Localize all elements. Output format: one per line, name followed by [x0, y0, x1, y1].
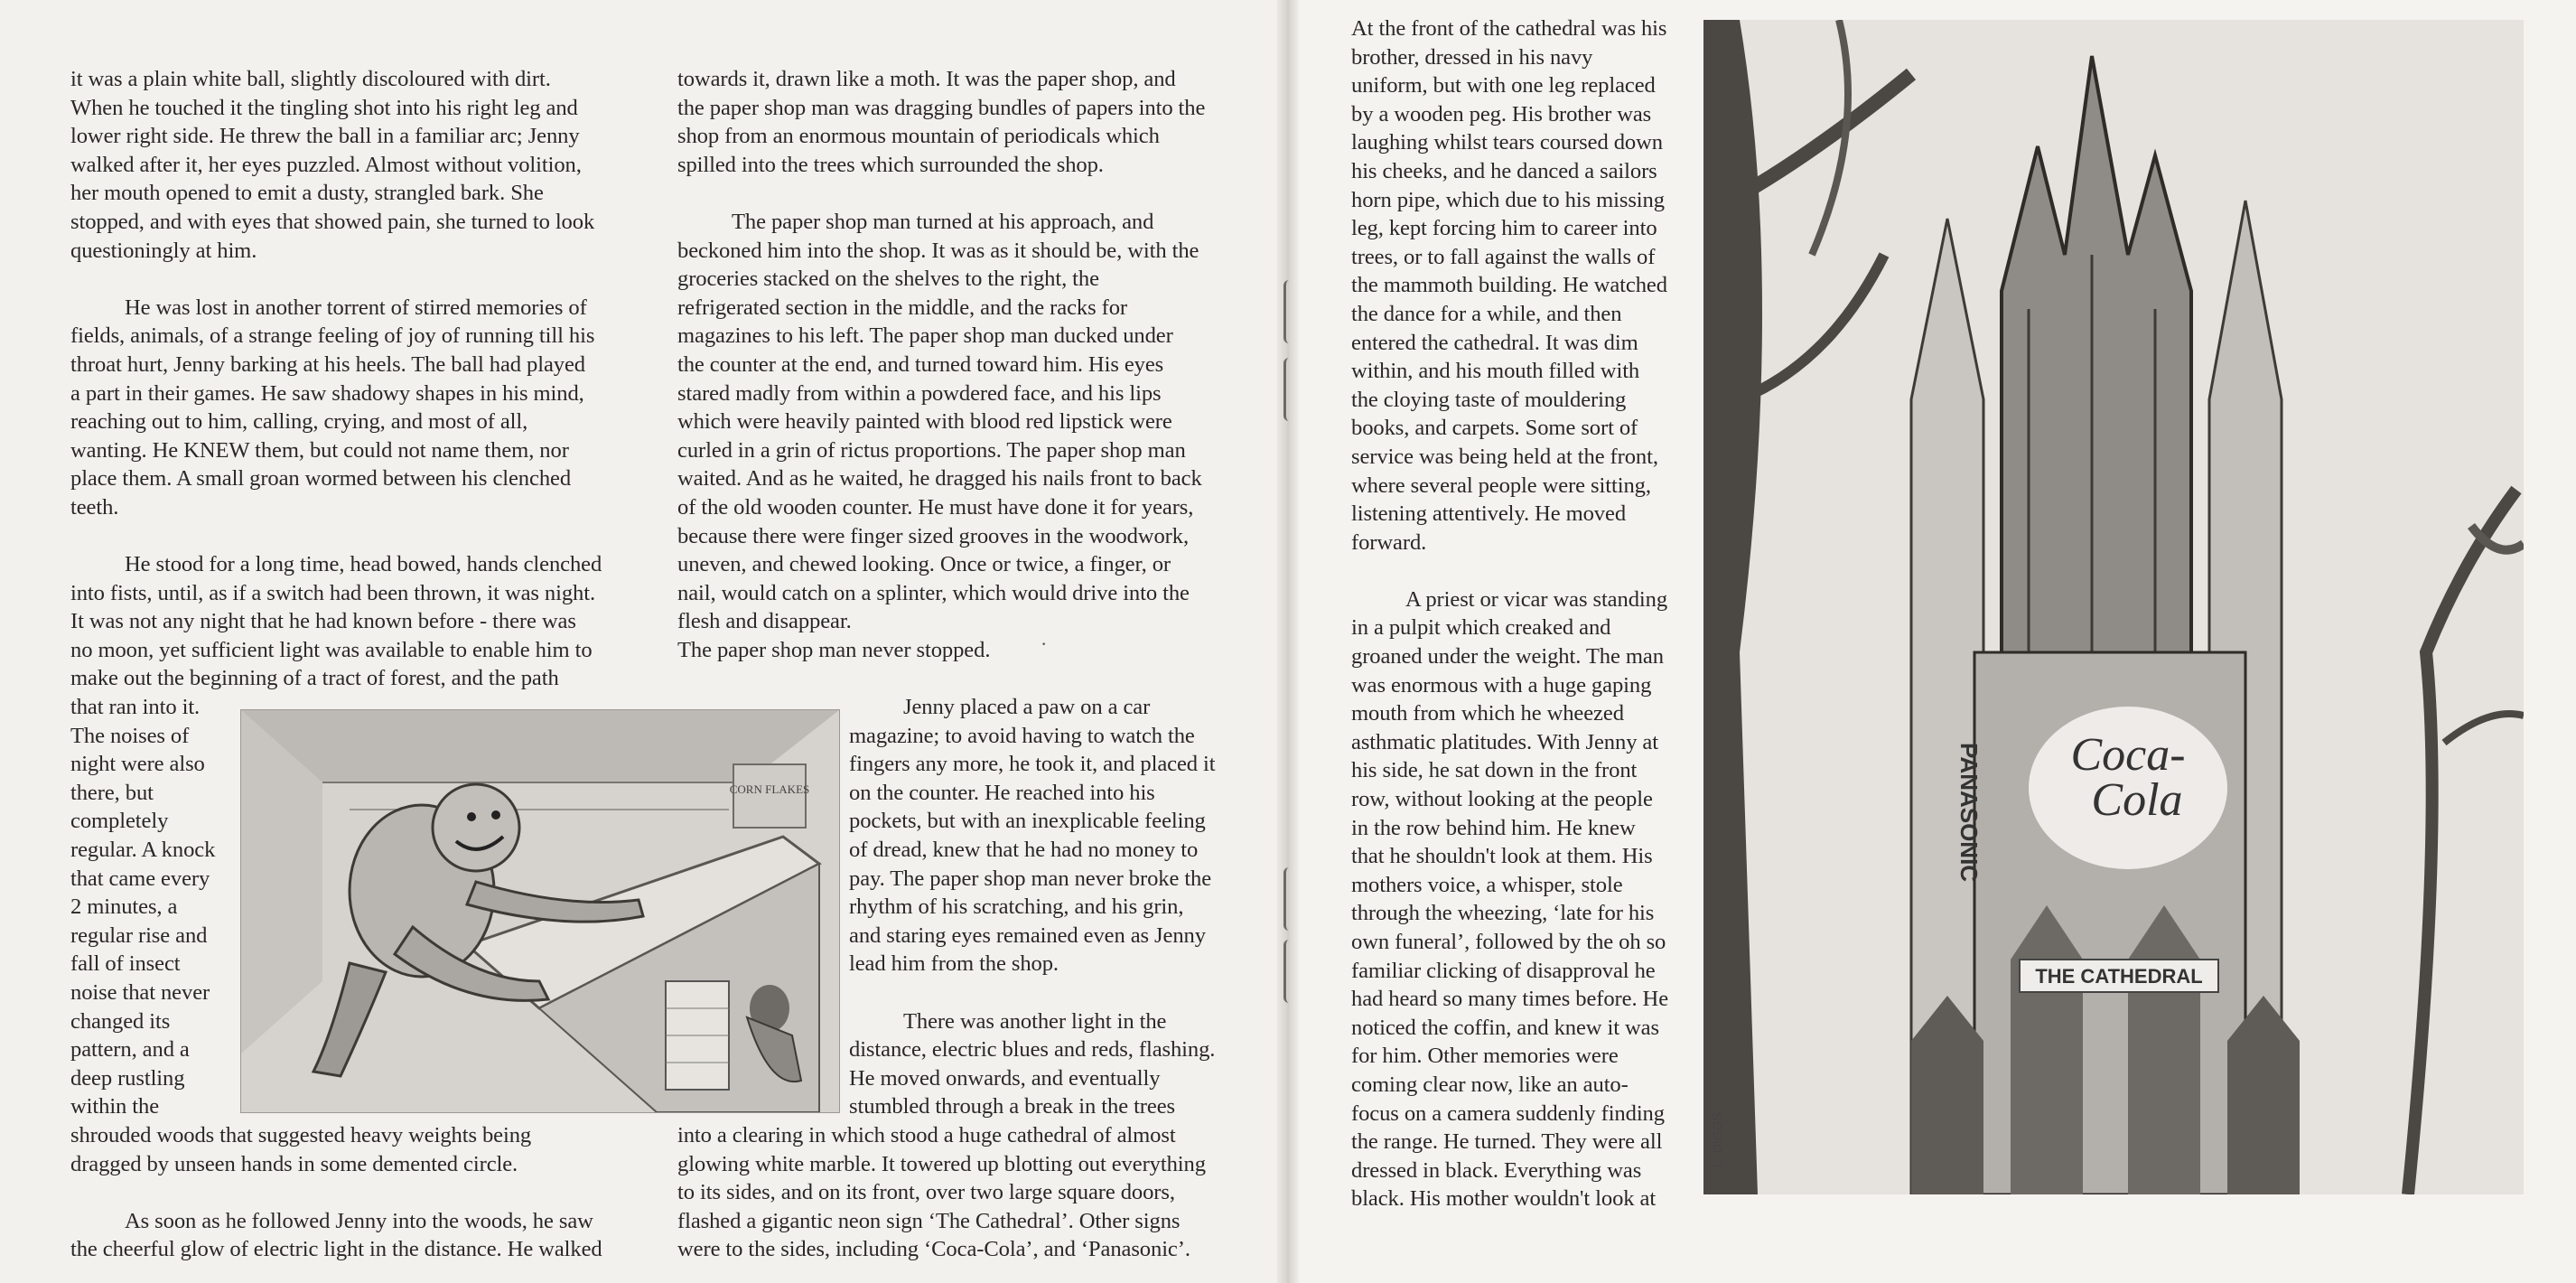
- staple: [1283, 940, 1295, 1003]
- text-line: throat hurt, Jenny barking at his heels. The ball had played: [70, 351, 585, 377]
- text-line: familiar clicking of disapproval he: [1351, 958, 1656, 983]
- paragraph: [677, 65, 1255, 179]
- text-line: magazines to his left. The paper shop man ducked under: [677, 323, 1173, 349]
- text-line: noticed the coffin, and knew it was: [1351, 1015, 1659, 1040]
- text-line: the cheerful glow of electric light in the distance. He walked: [70, 1237, 602, 1262]
- paragraph: [70, 65, 639, 265]
- text-line: asthmatic platitudes. With Jenny at: [1351, 729, 1658, 754]
- text-line: a part in their games. He saw shadowy shapes in his mind,: [70, 380, 584, 406]
- text-line: entered the cathedral. It was dim: [1351, 330, 1638, 355]
- text-line: his cheeks, and he danced a sailors: [1351, 158, 1657, 183]
- text-line: towards it, drawn like a moth. It was the paper shop, and: [677, 67, 1176, 91]
- text-line: there, but: [70, 780, 154, 805]
- text-line: He moved onwards, and eventually: [849, 1065, 1161, 1091]
- text-line: into a clearing in which stood a huge cathedral of almost: [677, 1123, 1176, 1147]
- text-line: because there were finger sized grooves in the woodwork,: [677, 523, 1189, 548]
- text-line: As soon as he followed Jenny into the woods, he saw: [125, 1208, 593, 1233]
- text-line: completely: [70, 809, 169, 834]
- staple: [1283, 280, 1295, 343]
- the-cathedral-sign: THE CATHEDRAL: [2035, 965, 2203, 988]
- text-line: distance, electric blues and reds, flashing.: [849, 1037, 1216, 1063]
- text-line: mouth from which he wheezed: [1351, 701, 1624, 726]
- text-line: books, and carpets. Some sort of: [1351, 416, 1638, 441]
- text-line: The paper shop man never stopped.: [677, 637, 991, 662]
- text-line: A priest or vicar was standing: [1405, 586, 1668, 612]
- text-line: the counter at the end, and turned toward him. His eyes: [677, 351, 1164, 377]
- text-line: that he shouldn't look at them. His: [1351, 844, 1653, 869]
- text-line: it was a plain white ball, slightly discoloured with dirt.: [70, 67, 551, 91]
- text-line: service was being held at the front,: [1351, 444, 1658, 469]
- text-line: The paper shop man turned at his approach, and: [732, 209, 1154, 234]
- text-line: brother, dressed in his navy: [1351, 44, 1593, 70]
- text-line: deep rustling: [70, 1065, 185, 1091]
- text-line: that came every: [70, 866, 210, 891]
- text-line: the range. He turned. They were all: [1351, 1129, 1663, 1155]
- text-line: uneven, and chewed looking. Once or twice, a finger, or: [677, 552, 1171, 577]
- text-line: of the old wooden counter. He must have done it for years,: [677, 494, 1194, 520]
- text-line: It was not any night that he had known before - there was: [70, 609, 576, 634]
- text-line: horn pipe, which due to his missing: [1351, 187, 1665, 212]
- text-line: dragged by unseen hands in some demented circle.: [70, 1151, 518, 1176]
- text-line: own funeral’, followed by the oh so: [1351, 930, 1666, 954]
- text-line: forward.: [1351, 529, 1427, 555]
- text-line: were to the sides, including ‘Coca-Cola’, and ‘Panasonic’.: [677, 1237, 1190, 1262]
- text-line: coming clear now, like an auto-: [1351, 1072, 1629, 1097]
- right-column: [1351, 14, 1713, 1213]
- text-line: to its sides, and on its front, over two large square doors,: [677, 1180, 1175, 1205]
- text-line: her mouth opened to emit a dusty, strangled bark. She: [70, 181, 544, 206]
- text-line: noise that never: [70, 980, 210, 1005]
- text-line: leg, kept forcing him to career into: [1351, 216, 1657, 241]
- text-line: into fists, until, as if a switch had been thrown, it was night.: [70, 580, 596, 605]
- text-line: no moon, yet sufficient light was available to enable him to: [70, 637, 593, 662]
- text-line: laughing whilst tears coursed down: [1351, 130, 1663, 155]
- staple: [1283, 867, 1295, 931]
- text-line: make out the beginning of a tract of forest, and the path: [70, 666, 559, 691]
- left-column-2-wrap: [849, 693, 1255, 1121]
- text-line: and staring eyes remained even as Jenny: [849, 922, 1206, 948]
- text-line: Jenny placed a paw on a car: [903, 695, 1151, 719]
- text-line: pay. The paper shop man never broke the: [849, 866, 1212, 891]
- text-line: night were also: [70, 752, 205, 777]
- text-line: pattern, and a: [70, 1037, 190, 1063]
- text-line: lower right side. He threw the ball in a familiar arc; Jenny: [70, 124, 580, 149]
- text-line: listening attentively. He moved: [1351, 501, 1627, 527]
- text-line: shop from an enormous mountain of periodicals which: [677, 124, 1160, 149]
- text-line: which were heavily painted with blood red lipstick were: [677, 409, 1172, 435]
- text-line: the paper shop man was dragging bundles of papers into the: [677, 95, 1206, 120]
- text-line: beckoned him into the shop. It was as it should be, with the: [677, 238, 1199, 263]
- text-line: walked after it, her eyes puzzled. Almost without volition,: [70, 152, 582, 177]
- text-line: rhythm of his scratching, and his grin,: [849, 894, 1184, 920]
- text-line: curled in a grin of rictus proportions. The paper shop man: [677, 437, 1186, 463]
- panasonic-sign: PANASONIC: [1955, 743, 1983, 883]
- text-line: He stood for a long time, head bowed, hands clenched: [125, 552, 602, 577]
- text-line: pockets, but with an inexplicable feeling: [849, 809, 1206, 834]
- paragraph: [1351, 585, 1713, 1213]
- text-line: shrouded woods that suggested heavy weights being: [70, 1122, 532, 1147]
- text-line: was enormous with a huge gaping: [1351, 672, 1652, 698]
- text-line: reaching out to him, calling, crying, and most of all,: [70, 409, 528, 435]
- artist-signature: L. DIGGS: [1710, 1112, 1724, 1167]
- text-line: magazine; to avoid having to watch the: [849, 723, 1195, 748]
- text-line: by a wooden peg. His brother was: [1351, 101, 1652, 126]
- text-line: trees, or to fall against the walls of: [1351, 244, 1656, 269]
- text-line: spilled into the trees which surrounded the shop.: [677, 152, 1104, 177]
- paragraph: [70, 294, 639, 522]
- text-line: 2 minutes, a: [70, 894, 178, 920]
- text-line: stared madly from within a powdered face, and his lips: [677, 380, 1162, 406]
- book-gutter: [1277, 0, 1299, 1283]
- text-line: When he touched it the tingling shot into his right leg and: [70, 95, 578, 120]
- text-line: lead him from the shop.: [849, 951, 1059, 977]
- text-line: He was lost in another torrent of stirred memories of: [125, 295, 587, 320]
- text-line: At the front of the cathedral was his: [1351, 16, 1667, 41]
- svg-text:Cola: Cola: [2091, 774, 2183, 826]
- text-line: row, without looking at the people: [1351, 787, 1653, 812]
- text-line: wanting. He KNEW them, but could not name them, nor: [70, 437, 569, 463]
- text-line: within, and his mouth filled with: [1351, 359, 1640, 384]
- text-line: questioningly at him.: [70, 238, 257, 263]
- text-line: The noises of: [70, 723, 190, 748]
- paragraph: [849, 693, 1255, 979]
- text-line: fingers any more, he took it, and placed it: [849, 752, 1216, 777]
- text-line: within the: [70, 1094, 160, 1119]
- paragraph: [849, 1007, 1255, 1121]
- paragraph: [1351, 14, 1713, 557]
- text-line: of dread, knew that he had no money to: [849, 837, 1199, 862]
- text-line: focus on a camera suddenly finding: [1351, 1100, 1665, 1126]
- text-line: dressed in black. Everything was: [1351, 1157, 1642, 1183]
- text-line: fall of insect: [70, 951, 181, 977]
- text-line: teeth.: [70, 494, 119, 520]
- text-line: had heard so many times before. He: [1351, 987, 1669, 1012]
- corn-flakes-box-label: CORN FLAKES: [729, 782, 810, 796]
- text-line: regular. A knock: [70, 838, 216, 863]
- text-line: stumbled through a break in the trees: [849, 1094, 1176, 1119]
- text-line: the cloying taste of mouldering: [1351, 387, 1627, 412]
- ink-dot: ·: [1041, 632, 1048, 655]
- text-line: glowing white marble. It towered up blotting out everything: [677, 1151, 1206, 1176]
- staple: [1283, 358, 1295, 421]
- paragraph: [70, 1207, 639, 1264]
- text-line: fields, animals, of a strange feeling of joy of running till his: [70, 323, 595, 349]
- text-line: nail, would catch on a splinter, which would drive into the: [677, 580, 1190, 605]
- paragraph: [677, 208, 1255, 665]
- text-line: black. His mother wouldn't look at: [1351, 1186, 1657, 1212]
- text-line: refrigerated section in the middle, and the racks for: [677, 295, 1127, 320]
- left-column-2: [677, 65, 1255, 664]
- text-line: stopped, and with eyes that showed pain, she turned to look: [70, 209, 595, 234]
- text-line: through the wheezing, ‘late for his: [1351, 901, 1655, 926]
- paragraph: [70, 1121, 639, 1178]
- left-column-2-bottom: [677, 1121, 1255, 1264]
- text-line: the dance for a while, and then: [1351, 301, 1622, 326]
- text-line: uniform, but with one leg replaced: [1351, 73, 1656, 98]
- text-line: regular rise and: [70, 922, 208, 948]
- text-line: changed its: [70, 1008, 171, 1034]
- text-line: place them. A small groan wormed between his clenched: [70, 466, 572, 492]
- paper-shop-illustration: [240, 709, 840, 1113]
- text-line: groaned under the weight. The man: [1351, 644, 1664, 670]
- text-line: groceries stacked on the shelves to the right, the: [677, 267, 1099, 292]
- cathedral-illustration: [1703, 20, 2524, 1194]
- text-line: flashed a gigantic neon sign ‘The Cathedral’. Other signs: [677, 1208, 1181, 1233]
- text-line: where several people were sitting,: [1351, 473, 1651, 498]
- text-line: flesh and disappear.: [677, 609, 852, 634]
- text-line: mothers voice, a whisper, stole: [1351, 872, 1623, 897]
- text-line: the mammoth building. He watched: [1351, 273, 1667, 298]
- text-line: his side, he sat down in the front: [1351, 758, 1638, 783]
- text-line: waited. And as he waited, he dragged his nails front to back: [677, 466, 1202, 492]
- text-line: in the row behind him. He knew: [1351, 815, 1636, 840]
- text-line: in a pulpit which creaked and: [1351, 615, 1611, 641]
- paragraph: [677, 1121, 1255, 1264]
- text-line: There was another light in the: [903, 1008, 1167, 1034]
- text-line: for him. Other memories were: [1351, 1044, 1619, 1069]
- paragraph: [70, 550, 639, 693]
- text-line: on the counter. He reached into his: [849, 780, 1155, 805]
- text-line: that ran into it.: [70, 695, 201, 720]
- coca-cola-sign: Coca-: [2070, 729, 2186, 781]
